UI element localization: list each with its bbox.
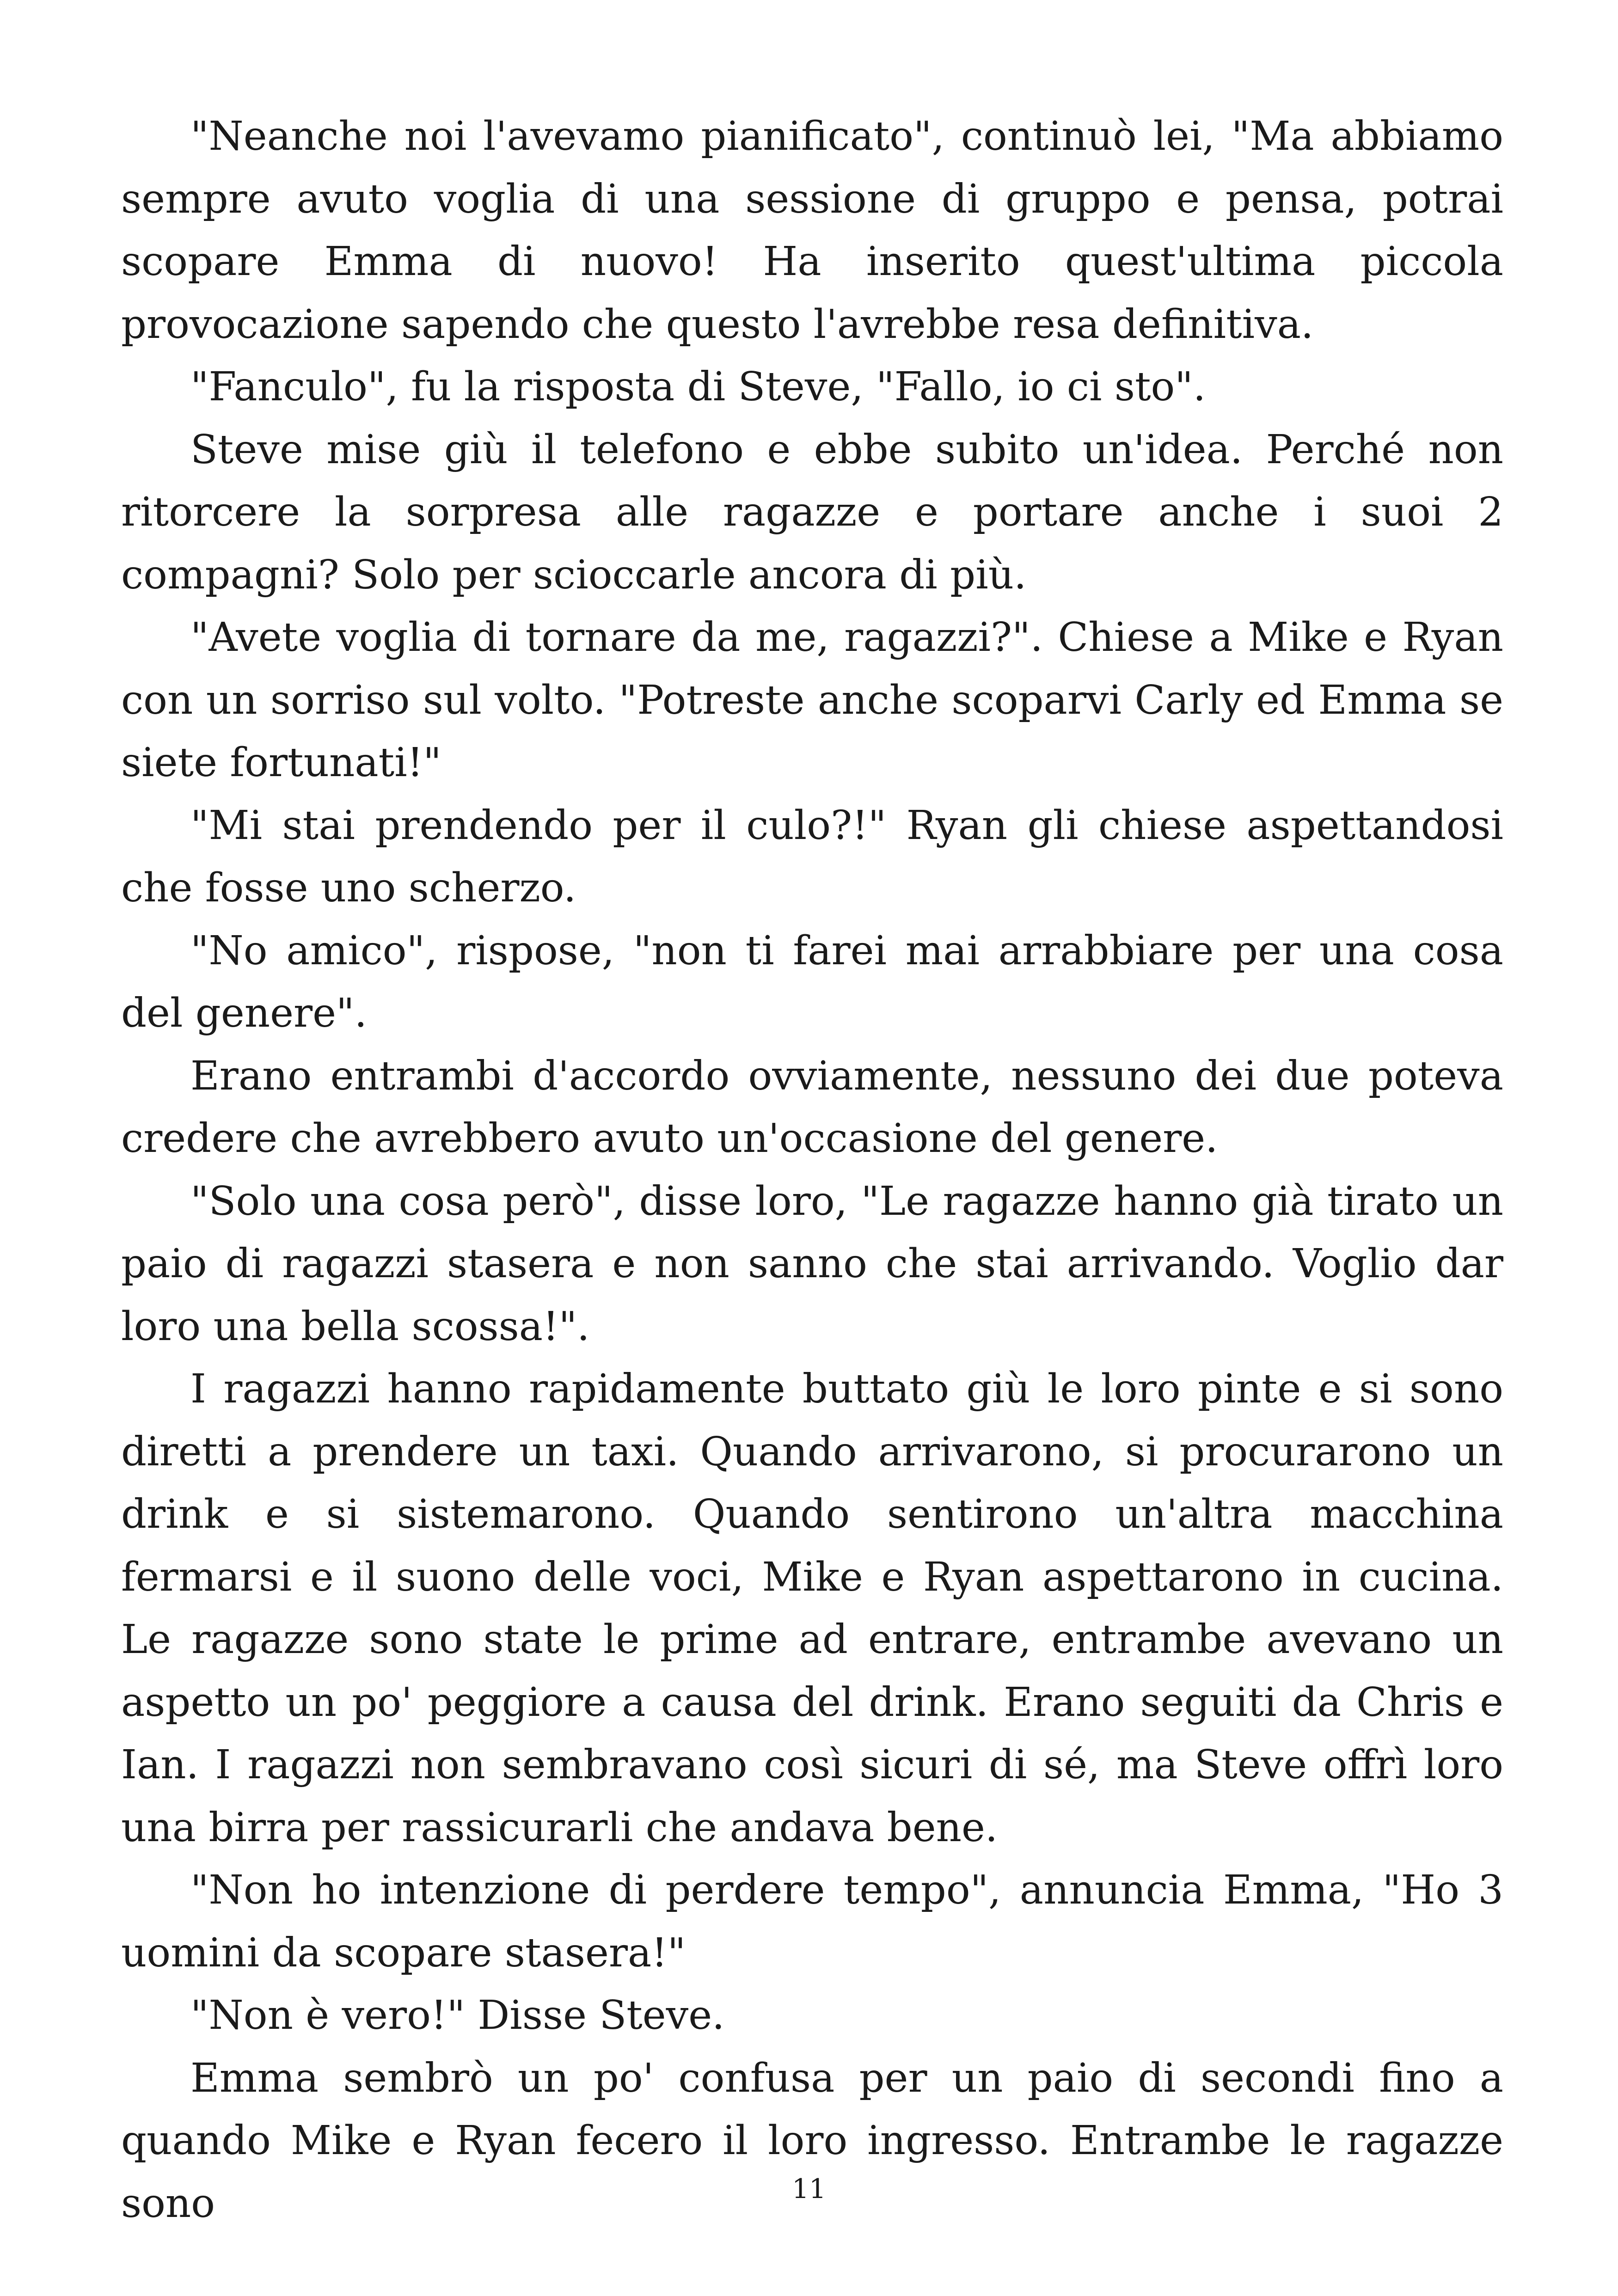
paragraph: "Fanculo", fu la risposta di Steve, "Fallo, io ci sto". — [190, 364, 1206, 410]
paragraph: Steve mise giù il telefono e ebbe subito un'idea. Perché non ritorcere la sorpresa alle ragazze e portare anche i suoi 2 compagni? Solo per scioccarle ancora di più. — [121, 426, 1503, 598]
paragraph: "Solo una cosa però", disse loro, "Le ragazze hanno già tirato un paio di ragazzi stasera e non sanno che stai arrivando. Voglio dar loro una bella scossa!". — [121, 1178, 1503, 1350]
paragraph: I ragazzi hanno rapidamente buttato giù le loro pinte e si sono diretti a prendere un taxi. Quando arrivarono, si procurarono un drink e si sistemarono. Quando sentirono un'altra macchina fermarsi e il suono delle voci, Mike e Ryan aspettarono in cucina. Le ragazze sono state le prime ad entrare, entrambe avevano un aspetto un po' peggiore a causa del drink. Erano seguiti da Chris e Ian. I ragazzi non sembravano così sicuri di sé, ma Steve offrì loro una birra per rassicurarli che andava bene. — [121, 1366, 1503, 1851]
page-number: 11 — [792, 2173, 826, 2204]
paragraph: "Non è vero!" Disse Steve. — [190, 1992, 725, 2039]
paragraph: "No amico", rispose, "non ti farei mai arrabbiare per una cosa del genere". — [121, 927, 1503, 1036]
paragraph: "Avete voglia di tornare da me, ragazzi?". Chiese a Mike e Ryan con un sorriso sul volto. "Potreste anche scoparvi Carly ed Emma se siete fortunati!" — [121, 614, 1503, 786]
paragraph: "Neanche noi l'avevamo pianificato", continuò lei, "Ma abbiamo sempre avuto voglia di una sessione di gruppo e pensa, potrai scopare Emma di nuovo! Ha inserito quest'ultima piccola provocazione sapendo che questo l'avrebbe resa definitiva. — [121, 113, 1503, 348]
paragraph: Emma sembrò un po' confusa per un paio di secondi fino a quando Mike e Ryan fecero il loro ingresso. Entrambe le ragazze sono — [121, 2055, 1503, 2227]
paragraph: Erano entrambi d'accordo ovviamente, nessuno dei due poteva credere che avrebbero avuto un'occasione del genere. — [121, 1053, 1503, 1162]
body-text — [121, 105, 1503, 2235]
paragraph: "Non ho intenzione di perdere tempo", annuncia Emma, "Ho 3 uomini da scopare stasera!" — [121, 1867, 1503, 1976]
paragraph: "Mi stai prendendo per il culo?!" Ryan gli chiese aspettandosi che fosse uno scherzo. — [121, 802, 1503, 911]
